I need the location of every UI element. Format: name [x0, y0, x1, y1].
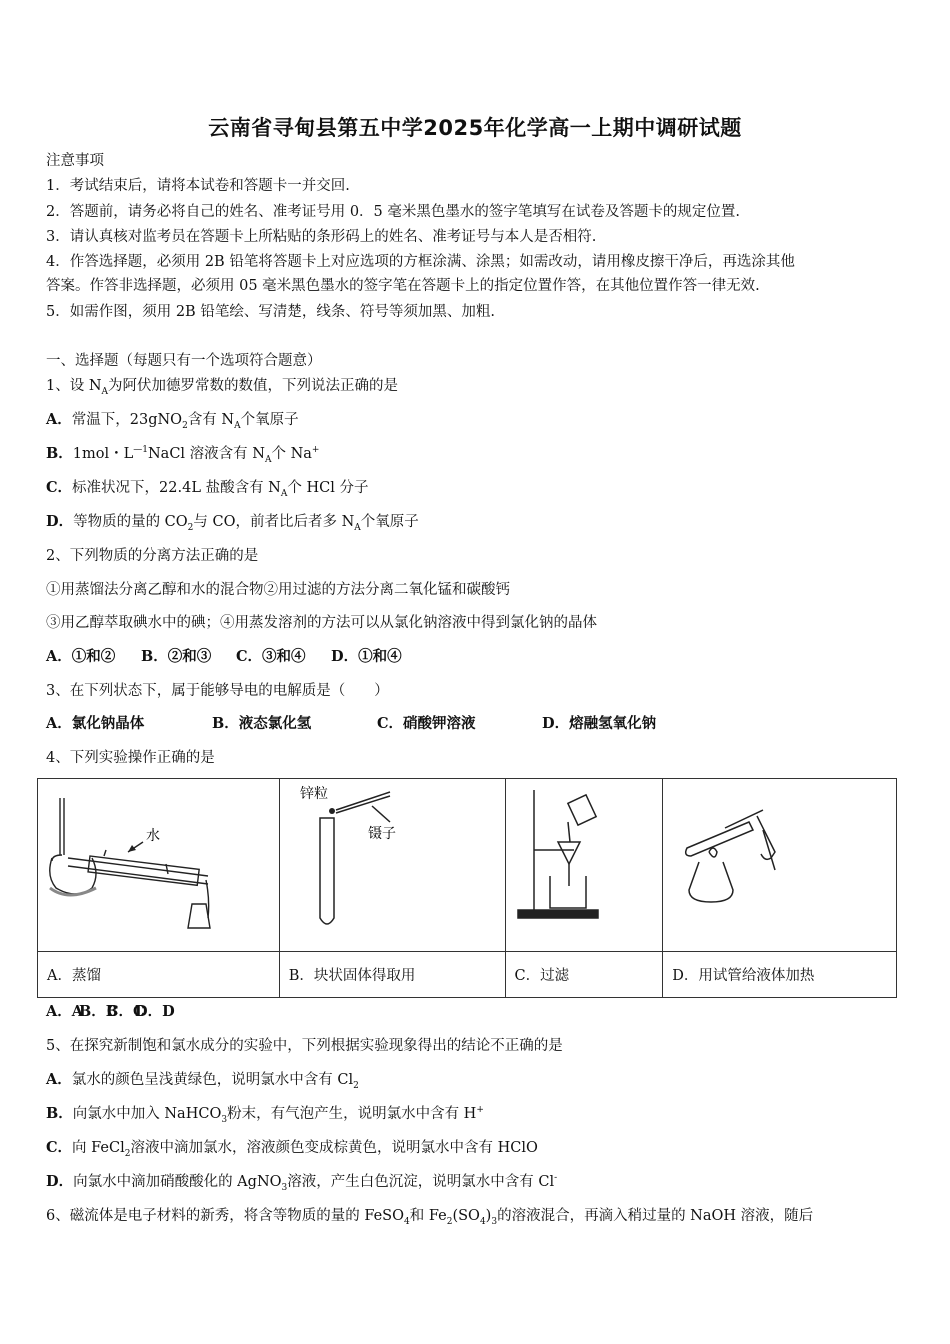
q1-option-d: D．等物质的量的 $CO_2$与 CO，前者比后者多 $N_A$个氧原子 — [46, 513, 419, 533]
notice-heading: 注意事项 — [46, 153, 104, 169]
notice-item: 4．作答选择题，必须用 2B 铅笔将答题卡上对应选项的方框涂满、涂黑；如需改动，请用橡皮擦干净后，再选涂其他 — [46, 254, 795, 270]
distillation-apparatus-icon — [38, 780, 278, 950]
page-title: 云南省寻甸县第五中学2025年化学高一上期中调研试题 — [208, 116, 742, 140]
question-2-stem: 2、下列物质的分离方法正确的是 — [46, 548, 259, 564]
caption-b: B．块状固体得取用 — [279, 952, 505, 998]
caption-c: C．过滤 — [505, 952, 663, 998]
notice-item: 2．答题前，请务必将自己的姓名、准考证号用 0．5 毫米黑色墨水的签字笔填写在试卷及答题卡的规定位置. — [46, 204, 740, 220]
question-3-stem: 3、在下列状态下，属于能够导电的电解质是（ ） — [46, 683, 389, 699]
q2-option: B．②和③ — [141, 648, 212, 665]
q5-option-d: D．向氯水中滴加硝酸酸化的 AgNO$_3$溶液，产生白色沉淀，说明氯水中含有 Cl- — [46, 1173, 558, 1193]
q2-option: A．①和② — [46, 648, 116, 665]
question-6-stem: 6、磁流体是电子材料的新秀，将含等物质的量的 FeSO$_4$和 $Fe_2(SO_4)_3$的溶液混合，再滴入稍过量的 NaOH 溶液，随后 — [46, 1208, 814, 1227]
test-tube-heating-icon — [663, 780, 895, 950]
q4-option: C．C — [107, 1003, 145, 1020]
q2-option: C．③和④ — [236, 648, 306, 665]
filtration-apparatus-icon — [506, 780, 662, 950]
q3-option: B．液态氯化氢 — [212, 715, 312, 732]
q3-option: C．硝酸钾溶液 — [377, 715, 476, 732]
q4-option: D．D — [135, 1003, 175, 1020]
notice-item: 3．请认真核对监考员在答题卡上所粘贴的条形码上的姓名、准考证号与本人是否相符. — [46, 229, 597, 245]
q2-option: D．①和④ — [331, 648, 402, 665]
q3-option: A．氯化钠晶体 — [46, 715, 145, 732]
caption-a: A．蒸馏 — [38, 952, 280, 998]
q1-option-b: B．1mol・$L^{—1}NaCl$ 溶液含有 $N_A$个 Na+ — [46, 445, 320, 465]
q4-option: A．A — [46, 1003, 84, 1020]
q2-statement-2: ③用乙醇萃取碘水中的碘；④用蒸发溶剂的方法可以从氯化钠溶液中得到氯化钠的晶体 — [46, 615, 597, 631]
notice-item: 5．如需作图，须用 2B 铅笔绘、写清楚，线条、符号等须加黑、加粗. — [46, 304, 495, 320]
q2-options — [46, 647, 916, 667]
caption-d: D．用试管给液体加热 — [663, 952, 897, 998]
notice-item: 1．考试结束后，请将本试卷和答题卡一并交回. — [46, 178, 350, 194]
q4-option: B．B — [79, 1003, 119, 1020]
test-tube-heating-figure — [663, 779, 897, 952]
q4-options — [46, 1002, 916, 1022]
question-5-stem: 5、在探究新制饱和氯水成分的实验中，下列根据实验现象得出的结论不正确的是 — [46, 1038, 563, 1054]
q3-options — [46, 714, 916, 734]
solid-sampling-figure — [279, 779, 505, 952]
question-4-stem: 4、下列实验操作正确的是 — [46, 750, 215, 766]
q4-apparatus-table — [37, 778, 897, 998]
q5-option-b: B．向氯水中加入 NaHCO$_3$粉末，有气泡产生，说明氯水中含有 H+ — [46, 1105, 484, 1125]
notice-item: 答案。作答非选择题，必须用 05 毫米黑色墨水的签字笔在答题卡上的指定位置作答，在其他位置作答一律无效. — [46, 278, 760, 294]
q3-option: D．熔融氢氧化钠 — [542, 715, 657, 732]
q2-statement-1: ①用蒸馏法分离乙醇和水的混合物②用过滤的方法分离二氧化锰和碳酸钙 — [46, 582, 510, 598]
zinc-label: 锌粒 — [299, 786, 328, 802]
q1-option-c: C．标准状况下，22.4L 盐酸含有 $N_A$个 HCl 分子 — [46, 479, 369, 499]
water-label: 水 — [146, 828, 160, 844]
test-tube-tweezers-icon — [280, 780, 504, 950]
q1-option-a: A．常温下，23gNO$_2$含有 $N_A$个氧原子 — [46, 411, 299, 431]
distillation-figure — [38, 779, 280, 952]
filtration-figure — [505, 779, 663, 952]
q5-option-a: A．氯水的颜色呈浅黄绿色，说明氯水中含有 $Cl_2$ — [46, 1071, 359, 1091]
section-heading: 一、选择题（每题只有一个选项符合题意） — [46, 353, 322, 369]
tweezers-label: 镊子 — [367, 826, 396, 842]
q5-option-c: C．向 FeCl$_2$溶液中滴加氯水，溶液颜色变成棕黄色，说明氯水中含有 HClO — [46, 1139, 538, 1159]
question-1-stem: 1、设 $N_A$为阿伏加德罗常数的数值，下列说法正确的是 — [46, 378, 399, 397]
